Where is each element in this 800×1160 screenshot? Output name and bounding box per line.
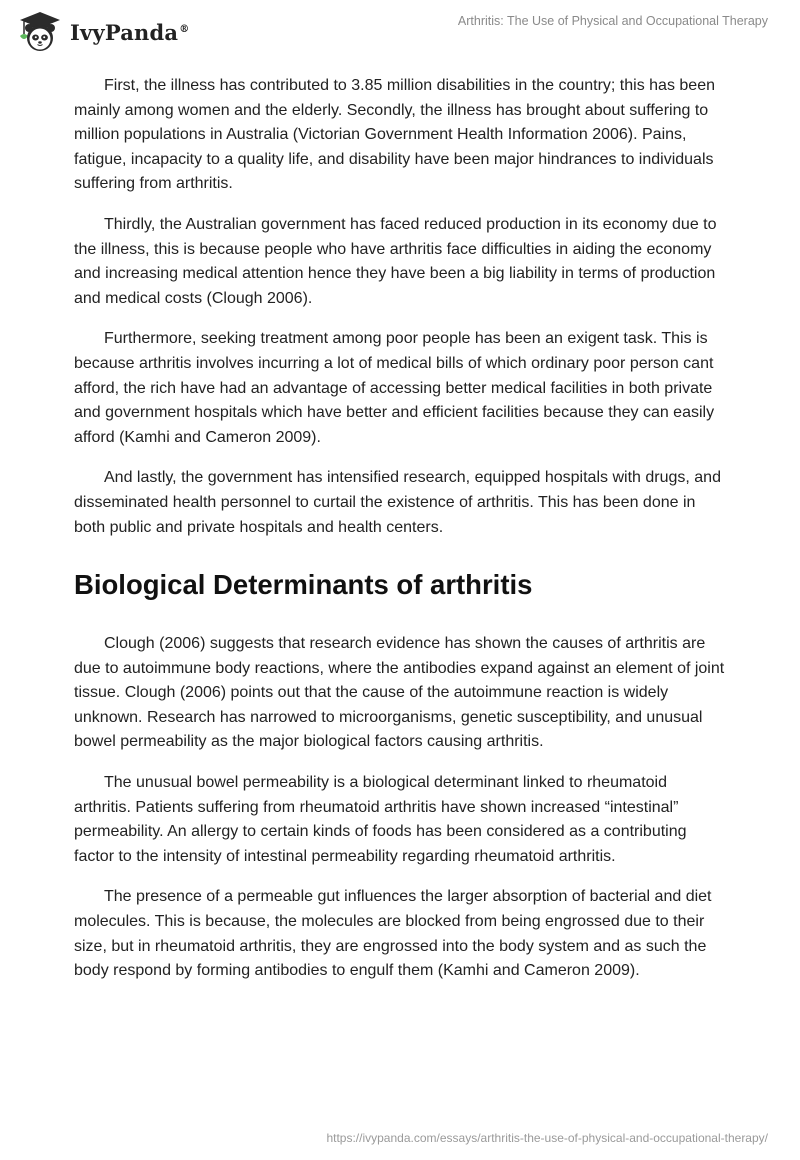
paragraph: Thirdly, the Australian government has faced reduced production in its economy due to the illness, this is because people who have arthritis face difficulties in aiding the economy and increasing medical attention hence they have been a big liability in terms of production and medical costs (Clough 2006). [74,215,717,307]
paragraph: The unusual bowel permeability is a biological determinant linked to rheumatoid arthritis. Patients suffering from rheumatoid arthritis have shown increased “intestinal” permeability. An allergy to certain kinds of foods has been considered as a contributing factor to the intensity of intestinal permeability regarding rheumatoid arthritis. [74,774,687,865]
paragraph: First, the illness has contributed to 3.85 million disabilities in the country; this has been mainly among women and the elderly. Secondly, the illness has brought about suffering to million populations in Australia (Victorian Government Health Information 2006). Pains, fatigue, incapacity to a quality life, and disability have been major hindrances to individuals suffering from arthritis. [74,77,715,193]
page-header [0,0,800,64]
ivypanda-logo[interactable] [14,8,189,56]
source-url[interactable]: https://ivypanda.com/essays/arthritis-the-use-of-physical-and-occupational-therapy/ [326,1131,768,1145]
essay-content [74,74,726,1000]
paragraph: And lastly, the government has intensified research, equipped hospitals with drugs, and disseminated health personnel to curtail the existence of arthritis. This has been done in both public and private hospitals and health centers. [74,469,721,536]
brand-name: IvyPanda® [70,19,190,45]
section-heading: Biological Determinants of arthritis [74,569,533,601]
paragraph: Clough (2006) suggests that research evidence has shown the causes of arthritis are due to autoimmune body reactions, where the antibodies expand against an element of joint tissue. Clough (2006) points out that the cause of the autoimmune reaction is widely unknown. Research has narrowed to microorganisms, genetic susceptibility, and unusual bowel permeability as the major biological factors causing arthritis. [74,635,725,751]
registered-mark: ® [179,23,190,35]
paragraph: The presence of a permeable gut influences the larger absorption of bacterial and diet molecules. This is because, the molecules are blocked from being engrossed due to their size, but in rheumatoid arthritis, they are engrossed into the body system and as such the body respond by forming antibodies to engulf them (Kamhi and Cameron 2009). [74,888,712,980]
paragraph: Furthermore, seeking treatment among poor people has been an exigent task. This is because arthritis involves incurring a lot of medical bills of which ordinary poor person cant afford, the rich have had an advantage of accessing better medical facilities in both private and government hospitals which have better and efficient facilities because they can easily afford (Kamhi and Cameron 2009). [74,330,715,446]
document-title: Arthritis: The Use of Physical and Occupational Therapy [457,14,768,28]
panda-logo-icon [14,8,66,56]
